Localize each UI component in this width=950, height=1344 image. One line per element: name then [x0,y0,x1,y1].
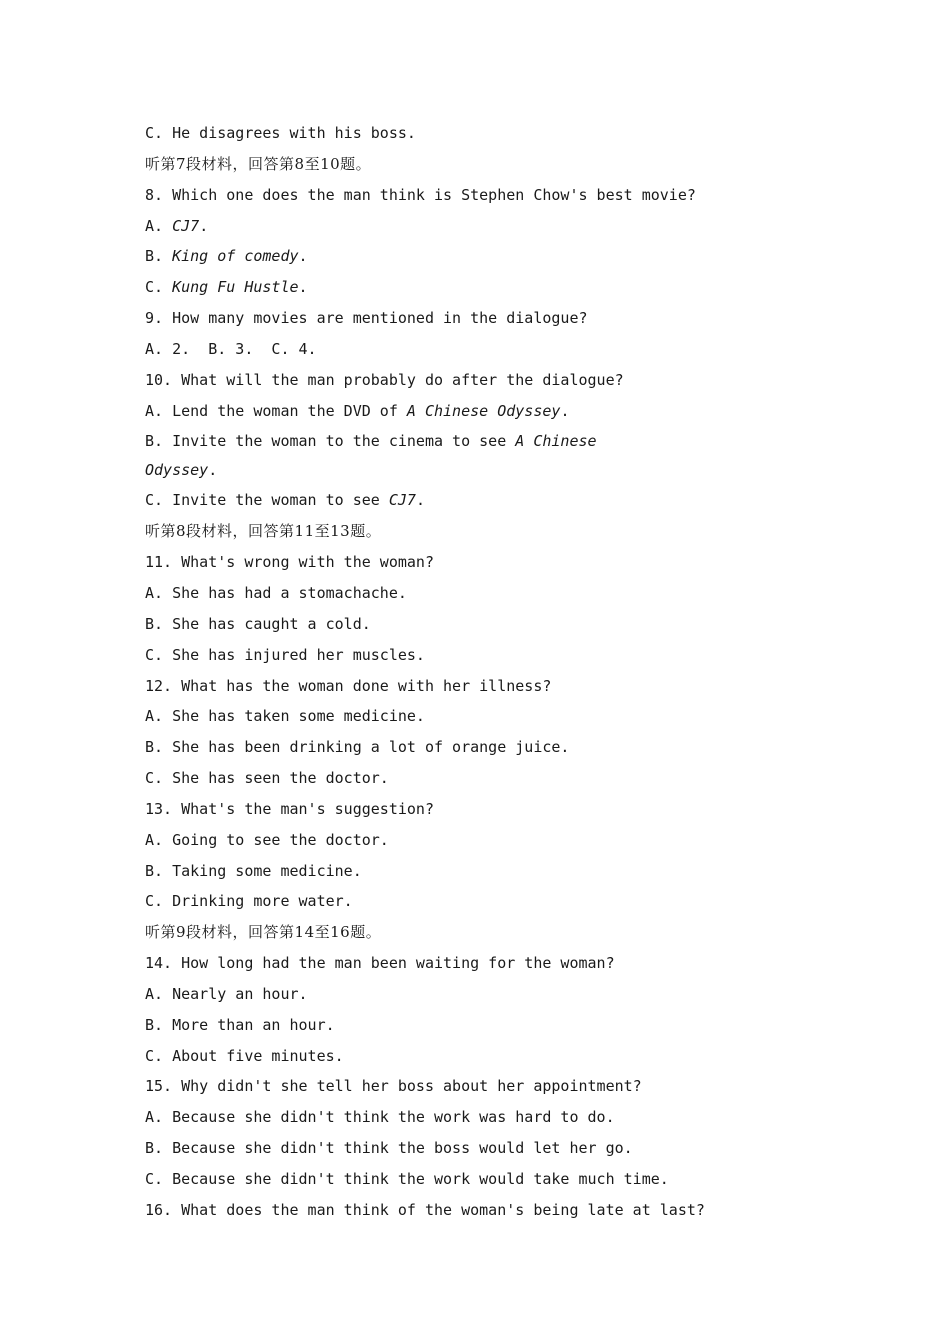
option-b-q8: B. King of comedy. [145,247,308,266]
option-a-q14: A. Nearly an hour. [145,984,308,1003]
option-c-q14: C. About five minutes. [145,1046,344,1065]
question-14: 14. How long had the man been waiting for the woman? [145,954,615,973]
option-b-q10: B. Invite the woman to the cinema to see A Chinese [145,432,597,451]
question-16: 16. What does the man think of the woman's being late at last? [145,1200,705,1219]
option-c-q13: C. Drinking more water. [145,892,353,911]
option-c-q7: C. He disagrees with his boss. [145,124,416,142]
option-a-q8: A. CJ7. [145,216,209,235]
option-c-q11: C. She has injured her muscles. [145,645,425,664]
question-12: 12. What has the woman done with her illness? [145,676,552,695]
question-15: 15. Why didn't she tell her boss about her appointment? [145,1077,642,1096]
option-c-q8: C. Kung Fu Hustle. [145,278,308,297]
section-heading-8: 听第8段材料，回答第11至13题。 [145,522,382,541]
options-q9: A. 2. B. 3. C. 4. [145,339,317,358]
option-c-q10: C. Invite the woman to see CJ7. [145,491,425,510]
document-page [145,121,865,1229]
question-10: 10. What will the man probably do after the dialogue? [145,370,624,389]
option-a-q10: A. Lend the woman the DVD of A Chinese Odyssey. [145,401,570,420]
question-9: 9. How many movies are mentioned in the dialogue? [145,309,588,328]
option-b-q14: B. More than an hour. [145,1015,335,1034]
question-8: 8. Which one does the man think is Stephen Chow's best movie? [145,185,696,204]
section-heading-9: 听第9段材料，回答第14至16题。 [145,923,382,942]
option-c-q15: C. Because she didn't think the work would take much time. [145,1170,669,1188]
option-a-q12: A. She has taken some medicine. [145,707,425,726]
option-b-q12: B. She has been drinking a lot of orange juice. [145,738,570,757]
option-b-q10-continued: Odyssey. [145,460,218,479]
option-b-q13: B. Taking some medicine. [145,861,362,880]
option-a-q15: A. Because she didn't think the work was hard to do. [145,1108,615,1127]
option-a-q13: A. Going to see the doctor. [145,830,389,849]
option-a-q11: A. She has had a stomachache. [145,583,407,602]
section-heading-7: 听第7段材料，回答第8至10题。 [145,154,372,173]
question-11: 11. What's wrong with the woman? [145,553,434,572]
question-13: 13. What's the man's suggestion? [145,799,434,818]
option-b-q15: B. Because she didn't think the boss would let her go. [145,1139,633,1158]
option-b-q11: B. She has caught a cold. [145,614,371,633]
option-c-q12: C. She has seen the doctor. [145,769,389,788]
